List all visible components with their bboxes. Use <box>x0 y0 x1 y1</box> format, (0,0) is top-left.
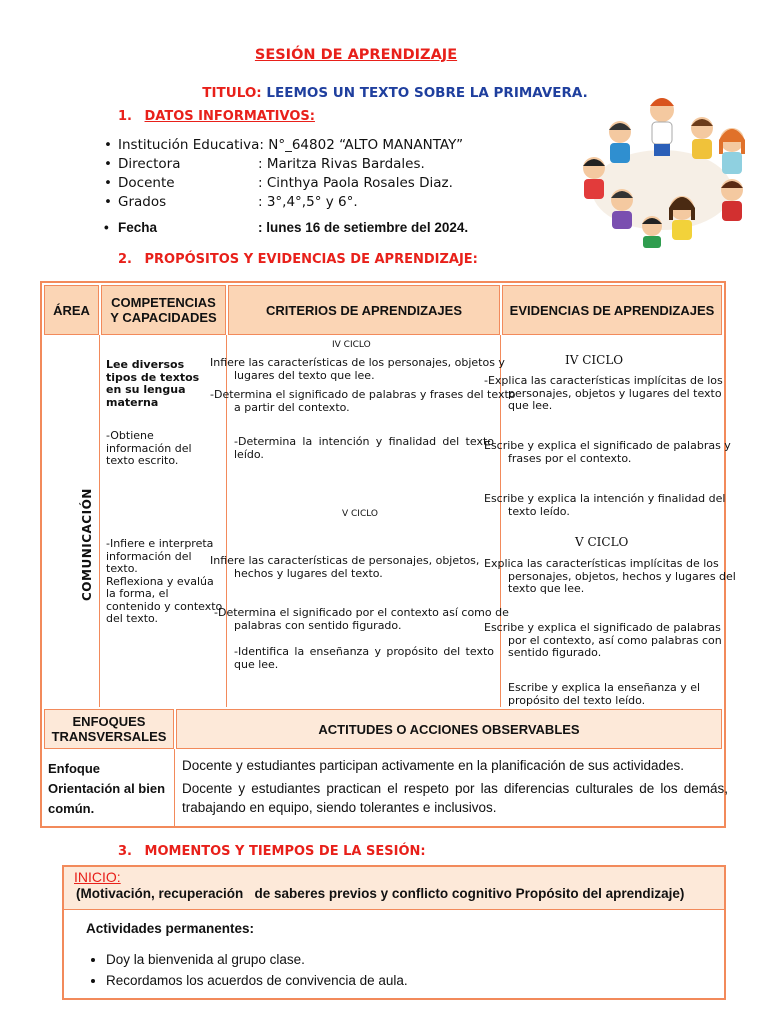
column-divider <box>174 749 175 826</box>
header-area: ÁREA <box>44 285 99 335</box>
info-teacher-value: : Cinthya Paola Rosales Diaz. <box>258 175 453 191</box>
actitud-1: Docente y estudiantes participan activamente en la planificación de sus actividades. <box>182 758 685 773</box>
info-row-date: • Fecha : lunes 16 de setiembre del 2024. <box>104 220 469 235</box>
section-1-label: DATOS INFORMATIVOS: <box>144 109 315 124</box>
actividades-list <box>88 949 408 991</box>
info-grades-value: : 3°,4°,5° y 6°. <box>258 194 358 210</box>
info-row-director: • Directora : Maritza Rivas Bardales. <box>104 156 425 172</box>
info-teacher-key: Docente <box>118 175 175 191</box>
evidencia-v-3: Escribe y explica la enseñanza y el propósito del texto leído. <box>508 681 701 707</box>
info-institution: Institución Educativa: N°_64802 “ALTO MANANTAY” <box>118 137 464 153</box>
section-3-heading <box>118 844 426 859</box>
criterio-v-1: Infiere las características de personajes, objetos, hechos y lugares del texto. <box>210 554 480 580</box>
criterio-iv-1: Infiere las características de los personajes, objetos y lugares del texto que lee. <box>210 356 505 382</box>
evidencia-v-1: Explica las características implícitas de los personajes, objetos, hechos y lugares del texto que lee. <box>484 557 736 595</box>
capacidad-infiere: -Infiere e interpreta información del texto. Reflexiona y evalúa la forma, el contenido y contexto del texto. <box>106 537 223 625</box>
capacidad-obtiene: -Obtiene información del texto escrito. <box>106 429 192 467</box>
session-title-label: TITULO: <box>202 85 262 101</box>
actitud-2: Docente y estudiantes practican el respeto por las diferencias culturales de los demás, trabajando en equipo, siendo tolerantes e inclusivos. <box>182 781 728 815</box>
area-label: COMUNICACIÓN <box>80 488 94 601</box>
info-row-institution: • Institución Educativa: N°_64802 “ALTO MANANTAY” <box>104 137 464 153</box>
actividades-title: Actividades permanentes: <box>86 921 255 936</box>
competencia-text: Lee diversos tipos de textos en su lengua materna <box>106 358 200 409</box>
purposes-table <box>40 281 736 828</box>
evidencia-iv-3: Escribe y explica la intención y finalidad del texto leído. <box>484 492 726 518</box>
header-evidencias: EVIDENCIAS DE APRENDIZAJES <box>502 285 722 335</box>
criterio-iv-2: -Determina el significado de palabras y frases del texto a partir del contexto. <box>210 388 516 414</box>
info-row-grades: • Grados : 3°,4°,5° y 6°. <box>104 194 358 210</box>
section-1-heading <box>118 109 315 124</box>
info-grades-key: Grados <box>118 194 167 210</box>
evidencias-v-ciclo-label: V CICLO <box>575 535 629 549</box>
info-director-key: Directora <box>118 156 181 172</box>
header-actitudes: ACTITUDES O ACCIONES OBSERVABLES <box>176 709 722 749</box>
section-2-label: PROPÓSITOS Y EVIDENCIAS DE APRENDIZAJE: <box>144 252 478 267</box>
session-title-value: LEEMOS UN TEXTO SOBRE LA PRIMAVERA. <box>266 85 588 101</box>
section-1-number: 1. <box>118 109 132 124</box>
criterios-v-ciclo-label: V CICLO <box>342 509 379 519</box>
inicio-subtitle: (Motivación, recuperación de saberes previos y conflicto cognitivo Propósito del aprendizaje) <box>76 886 685 901</box>
section-3-number: 3. <box>118 844 132 859</box>
document-title: SESIÓN DE APRENDIZAJE <box>254 47 458 63</box>
info-list <box>104 136 468 237</box>
section-2-heading <box>118 252 478 267</box>
evidencia-iv-1: -Explica las características implícitas de los personajes, objetos y lugares del texto que lee. <box>484 374 723 412</box>
enfoque-text: Enfoque Orientación al bien común. <box>48 761 166 816</box>
header-criterios: CRITERIOS DE APRENDIZAJES <box>228 285 500 335</box>
section-2-number: 2. <box>118 252 132 267</box>
info-director-value: : Maritza Rivas Bardales. <box>258 156 425 172</box>
children-circle-illustration <box>572 90 752 250</box>
criterios-iv-ciclo-label: IV CICLO <box>332 340 371 350</box>
inicio-label: INICIO: <box>74 869 121 885</box>
header-enfoques: ENFOQUES TRANSVERSALES <box>44 709 174 749</box>
inicio-header <box>64 867 724 910</box>
header-competencias: COMPETENCIAS Y CAPACIDADES <box>101 285 226 335</box>
criterio-iv-3: -Determina la intención y finalidad del texto leído. <box>234 435 494 461</box>
info-row-teacher: • Docente : Cinthya Paola Rosales Diaz. <box>104 175 453 191</box>
evidencias-iv-ciclo-label: IV CICLO <box>565 353 624 367</box>
inicio-box <box>62 865 726 1000</box>
info-date-key: Fecha <box>118 220 158 235</box>
info-date-value: : lunes 16 de setiembre del 2024. <box>258 220 469 235</box>
list-item: • Doy la bienvenida al grupo clase. <box>106 949 408 970</box>
list-item: • Recordamos los acuerdos de convivencia de aula. <box>106 970 408 991</box>
evidencia-v-2: Escribe y explica el significado de palabras por el contexto, así como palabras con sentido figurado. <box>484 621 722 659</box>
evidencia-iv-2: Escribe y explica el significado de palabras y frases por el contexto. <box>484 439 731 465</box>
criterio-v-3: -Identifica la enseñanza y propósito del texto que lee. <box>234 645 494 671</box>
criterio-v-2: -Determina el significado por el contexto así como de palabras con sentido figurado. <box>214 606 509 632</box>
section-3-label: MOMENTOS Y TIEMPOS DE LA SESIÓN: <box>144 844 426 859</box>
